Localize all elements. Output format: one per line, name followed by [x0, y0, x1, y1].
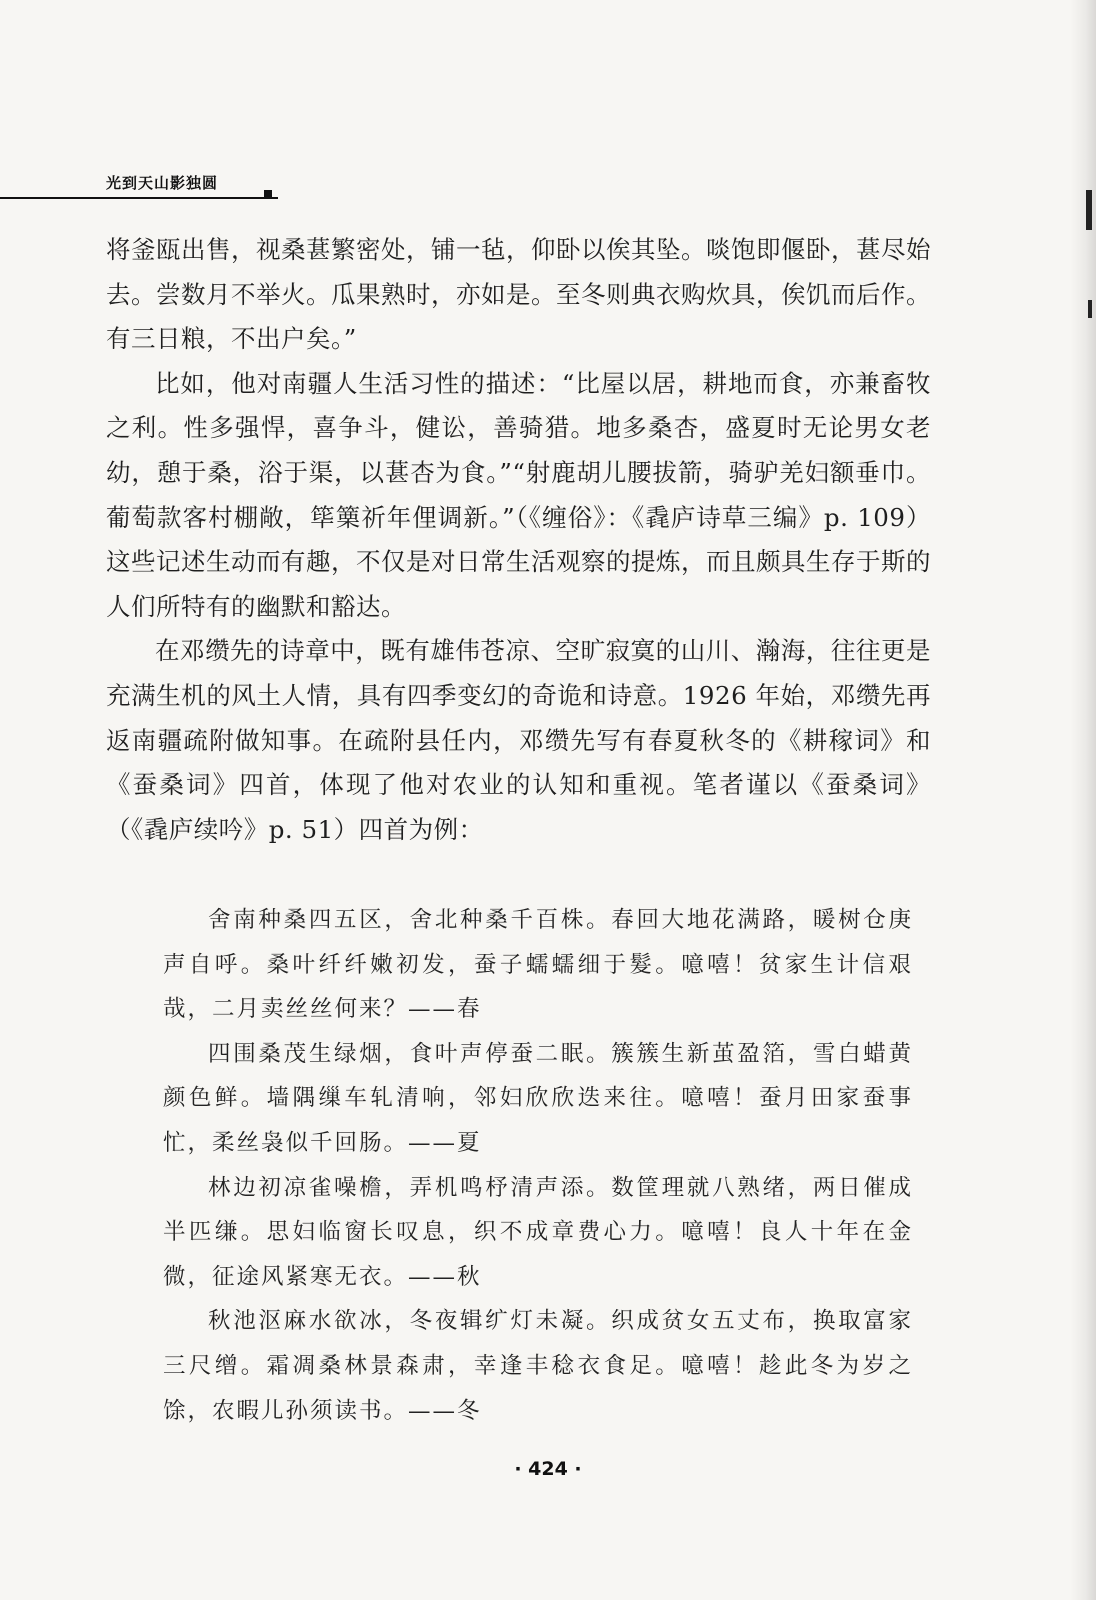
page-number: · 424 ·	[514, 1458, 582, 1480]
body-text	[106, 228, 931, 852]
paragraph: 将釜瓯出售，视桑葚繁密处，铺一毡，仰卧以俟其坠。啖饱即偃卧，葚尽始去。尝数月不举火。瓜果熟时，亦如是。至冬则典衣购炊具，俟饥而后作。有三日粮，不出户矣。”	[106, 235, 931, 354]
poem-block	[163, 898, 913, 1433]
poem-stanza-winter: 秋池沤麻水欲冰，冬夜辑纩灯未凝。织成贫女五丈布，换取富家三尺缯。霜凋桑林景森肃，幸逢丰稔衣食足。噫嘻！趁此冬为岁之馀，农暇儿孙须读书。——冬	[163, 1308, 913, 1424]
running-header-title: 光到天山影独圆	[106, 174, 219, 192]
scan-edge-shadow	[1070, 0, 1096, 1600]
paragraph: 比如，他对南疆人生活习性的描述：“比屋以居，耕地而食，亦兼畜牧之利。性多强悍，喜争斗，健讼，善骑猎。地多桑杏，盛夏时无论男女老幼，憩于桑，浴于渠，以葚杏为食。”“射鹿胡儿腰拔箭，骑驴羌妇额垂巾。葡萄款客村棚敞，筚篥祈年俚调新。”（《缠俗》：《毳庐诗草三编》p. 109）这些记述生动而有趣，不仅是对日常生活观察的提炼，而且颇具生存于斯的人们所特有的幽默和豁达。	[106, 368, 931, 621]
scan-edge-mark	[1086, 190, 1092, 230]
poem-stanza-spring: 舍南种桑四五区，舍北种桑千百株。春回大地花满路，暖树仓庚声自呼。桑叶纤纤嫩初发，蚕子蠕蠕细于髮。噫嘻！贫家生计信艰哉，二月卖丝丝何来？——春	[163, 907, 913, 1023]
header-rule	[0, 197, 278, 199]
scan-edge-mark	[1088, 300, 1092, 318]
paragraph: 在邓缵先的诗章中，既有雄伟苍凉、空旷寂寞的山川、瀚海，往往更是充满生机的风土人情，具有四季变幻的奇诡和诗意。1926 年始，邓缵先再返南疆疏附做知事。在疏附县任内，邓缵先写有春夏秋冬的《耕稼词》和《蚕桑词》四首，体现了他对农业的认知和重视。笔者谨以《蚕桑词》（《毳庐续吟》p. 51）四首为例：	[106, 636, 931, 844]
poem-stanza-summer: 四围桑茂生绿烟，食叶声停蚕二眠。簇簇生新茧盈箔，雪白蜡黄颜色鲜。墙隅缫车轧清响，邻妇欣欣迭来往。噫嘻！蚕月田家蚕事忙，柔丝袅似千回肠。——夏	[163, 1040, 913, 1156]
poem-stanza-autumn: 林边初凉雀噪檐，弄机鸣杼清声添。数筐理就八熟绪，两日催成半匹缣。思妇临窗长叹息，织不成章费心力。噫嘻！良人十年在金微，征途风紧寒无衣。——秋	[163, 1174, 913, 1290]
